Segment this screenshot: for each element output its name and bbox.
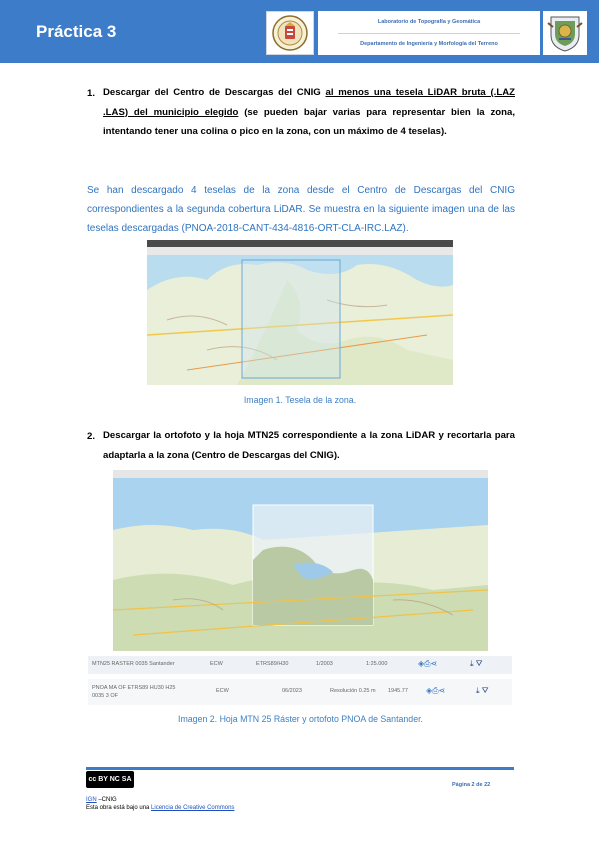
lidar-tile-map-image [147, 240, 453, 385]
item-number: 1. [87, 88, 96, 99]
item-number: 2. [87, 431, 96, 442]
task-item-1 [103, 83, 515, 142]
footer-credit [86, 797, 117, 803]
ign-link[interactable]: IGN [86, 797, 97, 803]
row-name: MTN25 RASTER 0035 Santander [92, 661, 175, 667]
school-crest-logo [543, 11, 587, 55]
task-text-underlined: al menos una tesela LiDAR bruta (.LAZ .LAS) del municipio elegido [103, 87, 515, 118]
row-format: ECW [216, 688, 229, 694]
department-name: Departamento de Ingeniería y Morfología del Terreno [360, 41, 498, 47]
footer-license [86, 805, 234, 811]
lab-name: Laboratorio de Topografía y Geomática [377, 19, 481, 25]
task-text: (se pueden bajar varias para representar bien la zona, intentando tener una colina o pico en la zona, con un máximo de 4 teselas). [103, 106, 515, 137]
university-seal-logo [266, 11, 314, 55]
license-link[interactable]: Licencia de Creative Commons [151, 805, 235, 811]
row-date: 1/2003 [316, 661, 333, 667]
page-number: Página 2 de 22 [452, 782, 491, 788]
preview-icon[interactable]: ◈⎙⋖ [418, 659, 438, 668]
header-title: Práctica 3 [36, 22, 117, 41]
mtn25-orthophoto-map-image [113, 470, 488, 651]
download-row [88, 656, 512, 674]
lab-divider [338, 33, 520, 34]
download-icon[interactable]: ⤓ ⛛ [476, 686, 489, 695]
answer-paragraph: Se han descargado 4 teselas de la zona desde el Centro de Descargas del CNIG correspondientes a la segunda cobertura LiDAR. Se muestra en la siguiente imagen una de las teselas descargadas (PNOA-2018-CANT-434-4816-ORT-CLA-IRC.LAZ). [87, 185, 515, 234]
preview-icon[interactable]: ◈⎙⋖ [426, 686, 446, 695]
creative-commons-badge: cc BY NC SA [86, 771, 134, 788]
footer-credit-text: –CNIG [96, 797, 117, 803]
row-reference: ETRS89/H30 [256, 661, 289, 667]
row-size: 1945.77 [388, 688, 408, 694]
row-scale: 1:25.000 [366, 661, 388, 667]
image-caption: Imagen 2. Hoja MTN 25 Ráster y ortofoto PNOA de Santander. [178, 714, 423, 724]
task-text: Descargar del Centro de Descargas del CNIG [103, 87, 326, 98]
license-prefix: Esta obra está bajo una [86, 805, 152, 811]
lab-info-box [318, 11, 540, 55]
row-name: PNOA MA OF ETRS89 HU30 H25 0035 3 OF [92, 685, 176, 699]
download-row [88, 679, 512, 705]
row-format: ECW [210, 661, 223, 667]
image-caption: Imagen 1. Tesela de la zona. [243, 395, 357, 405]
row-date: 06/2023 [282, 688, 302, 694]
row-scale: Resolución 0.25 m [330, 688, 376, 694]
download-icon[interactable]: ⤓ ⛛ [470, 659, 483, 668]
task-item-2: Descargar la ortofoto y la hoja MTN25 correspondiente a la zona LiDAR y recortarla para adaptarla a la zona (Centro de Descargas del CNIG). [103, 430, 515, 461]
footer-divider [86, 767, 514, 770]
